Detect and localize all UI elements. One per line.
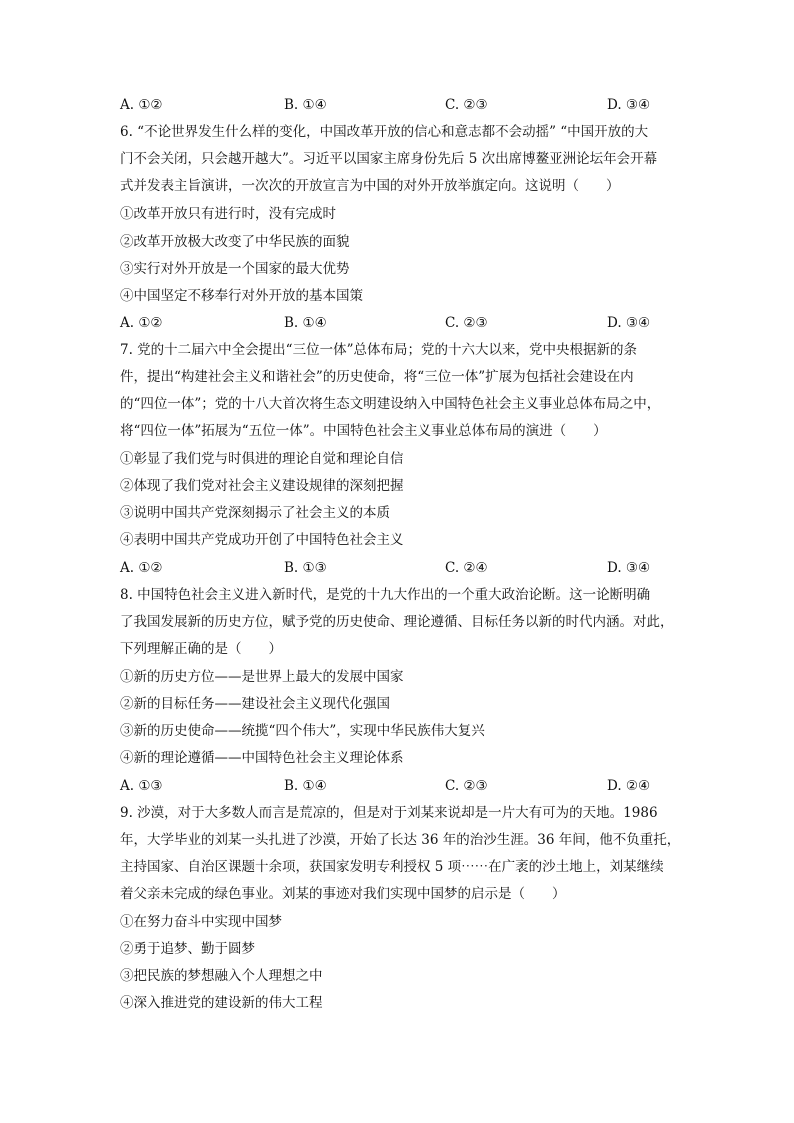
q8-item-3: ③新的历史使命——统揽“四个伟大”，实现中华民族伟大复兴 (120, 723, 485, 739)
q5-option-c: C. ②③ (445, 97, 488, 113)
q6-option-b: B. ①④ (284, 315, 327, 331)
q9-item-1: ①在努力奋斗中实现中国梦 (120, 914, 282, 930)
q9-stem-line-4: 着父亲未完成的绿色事业。刘某的事迹对我们实现中国梦的启示是（ ） (120, 886, 566, 902)
q8-stem-line-3: 下列理解正确的是（ ） (120, 641, 282, 657)
q7-item-1: ①彰显了我们党与时俱进的理论自觉和理论自信 (120, 451, 404, 467)
q5-option-b: B. ①④ (284, 97, 327, 113)
q7-option-a: A. ①② (120, 560, 163, 576)
q6-stem-line-1: 6. “不论世界发生什么样的变化，中国改革开放的信心和意志都不会动摇” “中国开放的大 (120, 124, 649, 140)
q6-stem-line-3: 式并发表主旨演讲，一次次的开放宣言为中国的对外开放举旗定向。这说明（ ） (120, 178, 620, 194)
q8-item-2: ②新的目标任务——建设社会主义现代化强国 (120, 696, 390, 712)
q8-options (120, 776, 680, 796)
q7-stem-line-1: 7. 党的十二届六中全会提出“三位一体”总体布局；党的十六大以来，党中央根据新的条 (120, 342, 637, 358)
q6-option-c: C. ②③ (445, 315, 488, 331)
q5-option-d: D. ③④ (607, 97, 651, 113)
q8-option-b: B. ①④ (284, 778, 327, 794)
q6-item-3: ③实行对外开放是一个国家的最大优势 (120, 261, 350, 277)
q7-stem-line-3: 的“四位一体”；党的十八大首次将生态文明建设纳入中国特色社会主义事业总体布局之中， (120, 396, 661, 412)
q9-stem-line-1: 9. 沙漠，对于大多数人而言是荒凉的，但是对于刘某来说却是一片大有可为的天地。1986 (120, 805, 658, 821)
q8-item-1: ①新的历史方位——是世界上最大的发展中国家 (120, 669, 404, 685)
q8-option-c: C. ②③ (445, 778, 488, 794)
q7-item-3: ③说明中国共产党深刻揭示了社会主义的本质 (120, 505, 390, 521)
q6-stem-line-2: 门不会关闭，只会越开越大”。习近平以国家主席身份先后 5 次出席博鳌亚洲论坛年会开幕 (120, 151, 658, 167)
q7-item-2: ②体现了我们党对社会主义建设规律的深刻把握 (120, 478, 404, 494)
q9-item-2: ②勇于追梦、勤于圆梦 (120, 941, 255, 957)
q6-options (120, 313, 680, 333)
q7-stem-line-2: 件，提出“构建社会主义和谐社会”的历史使命，将“三位一体”扩展为包括社会建设在内 (120, 369, 634, 385)
q7-option-d: D. ③④ (607, 560, 651, 576)
q5-option-a: A. ①② (120, 97, 163, 113)
q8-option-d: D. ②④ (607, 778, 651, 794)
q8-item-4: ④新的理论遵循——中国特色社会主义理论体系 (120, 750, 404, 766)
q6-option-a: A. ①② (120, 315, 163, 331)
q8-option-a: A. ①③ (120, 778, 163, 794)
q9-stem-line-3: 主持国家、自治区课题十余项，获国家发明专利授权 5 项⋯⋯在广袤的沙土地上，刘某继续 (120, 859, 664, 875)
q6-item-2: ②改革开放极大改变了中华民族的面貌 (120, 234, 350, 250)
q5-options (120, 95, 680, 115)
q8-stem-line-2: 了我国发展新的历史方位，赋予党的历史使命、理论遵循、目标任务以新的时代内涵。对此， (120, 614, 674, 630)
q9-item-3: ③把民族的梦想融入个人理想之中 (120, 968, 323, 984)
q7-stem-line-4: 将“四位一体”拓展为“五位一体”。中国特色社会主义事业总体布局的演进（ ） (120, 423, 607, 439)
q6-item-4: ④中国坚定不移奉行对外开放的基本国策 (120, 288, 363, 304)
q7-option-c: C. ②④ (445, 560, 488, 576)
q7-option-b: B. ①③ (284, 560, 327, 576)
q6-item-1: ①改革开放只有进行时，没有完成时 (120, 206, 336, 222)
q7-options (120, 558, 680, 578)
q9-item-4: ④深入推进党的建设新的伟大工程 (120, 995, 323, 1011)
q6-option-d: D. ③④ (607, 315, 651, 331)
q9-stem-line-2: 年，大学毕业的刘某一头扎进了沙漠，开始了长达 36 年的治沙生涯。36 年间，他不负重托， (120, 832, 681, 848)
q7-item-4: ④表明中国共产党成功开创了中国特色社会主义 (120, 532, 404, 548)
q8-stem-line-1: 8. 中国特色社会主义进入新时代，是党的十九大作出的一个重大政治论断。这一论断明确 (120, 587, 651, 603)
